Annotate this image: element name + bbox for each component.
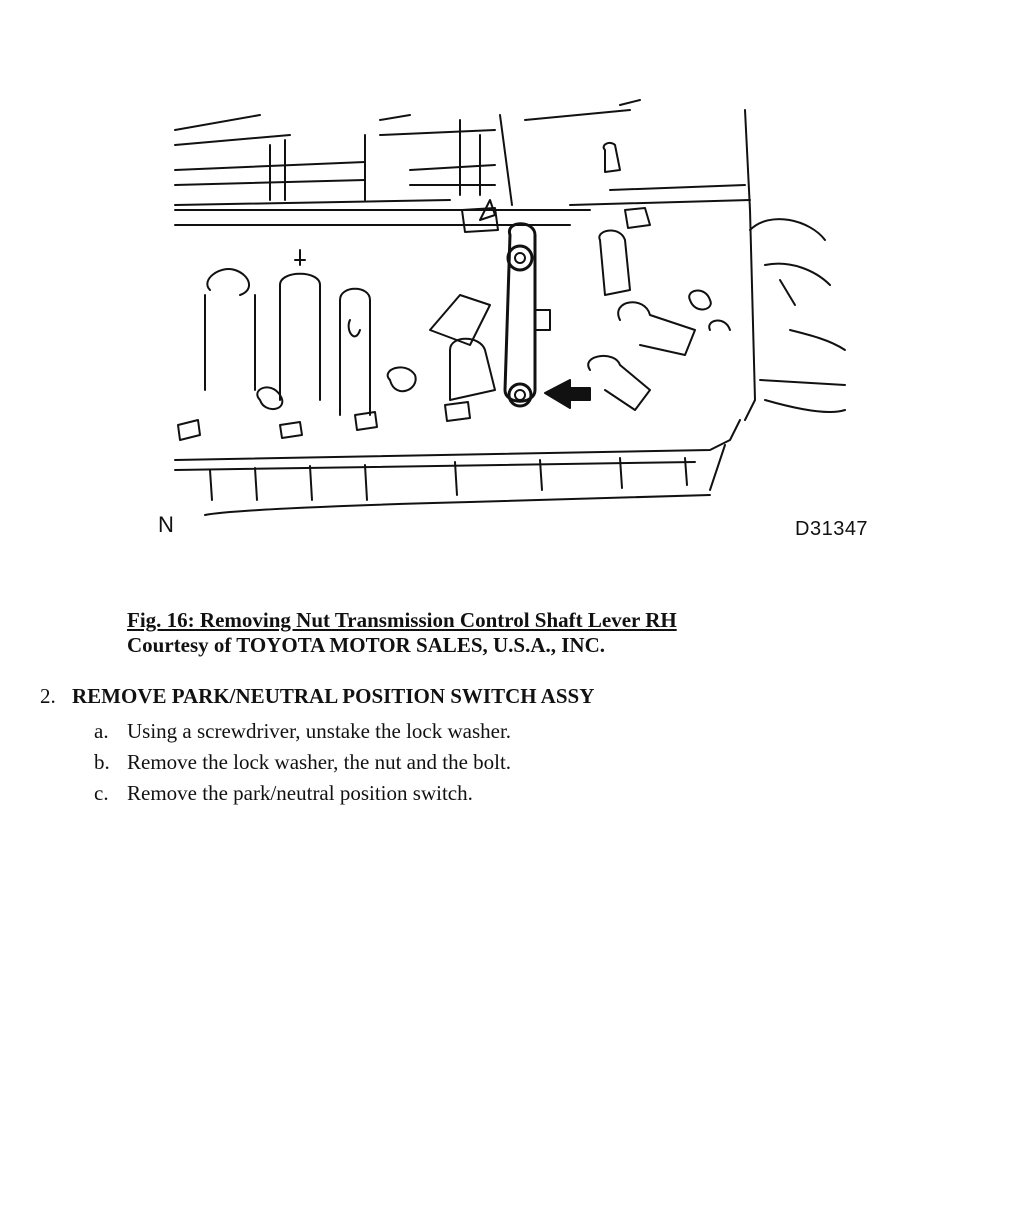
substep-list xyxy=(94,716,511,809)
substep-item xyxy=(94,716,511,747)
step-number: 2. xyxy=(40,684,56,708)
substep-text: Remove the lock washer, the nut and the bolt. xyxy=(127,750,512,774)
substep-letter: b. xyxy=(94,750,110,774)
transmission-illustration xyxy=(150,90,880,550)
substep-item xyxy=(94,778,511,809)
substep-letter: a. xyxy=(94,719,109,743)
step-heading xyxy=(40,684,594,709)
substep-text: Using a screwdriver, unstake the lock washer. xyxy=(127,719,512,743)
transmission-drawing xyxy=(150,90,880,550)
figure-corner-label: N xyxy=(158,512,174,537)
substep-text: Remove the park/neutral position switch. xyxy=(127,781,473,805)
figure-code: D31347 xyxy=(795,518,869,540)
figure-credit: Courtesy of TOYOTA MOTOR SALES, U.S.A., INC. xyxy=(127,633,606,657)
figure-caption xyxy=(127,608,677,658)
step-title: REMOVE PARK/NEUTRAL POSITION SWITCH ASSY xyxy=(72,684,595,708)
figure-title: Fig. 16: Removing Nut Transmission Control Shaft Lever RH xyxy=(127,608,677,632)
substep-letter: c. xyxy=(94,781,109,805)
substep-item xyxy=(94,747,511,778)
